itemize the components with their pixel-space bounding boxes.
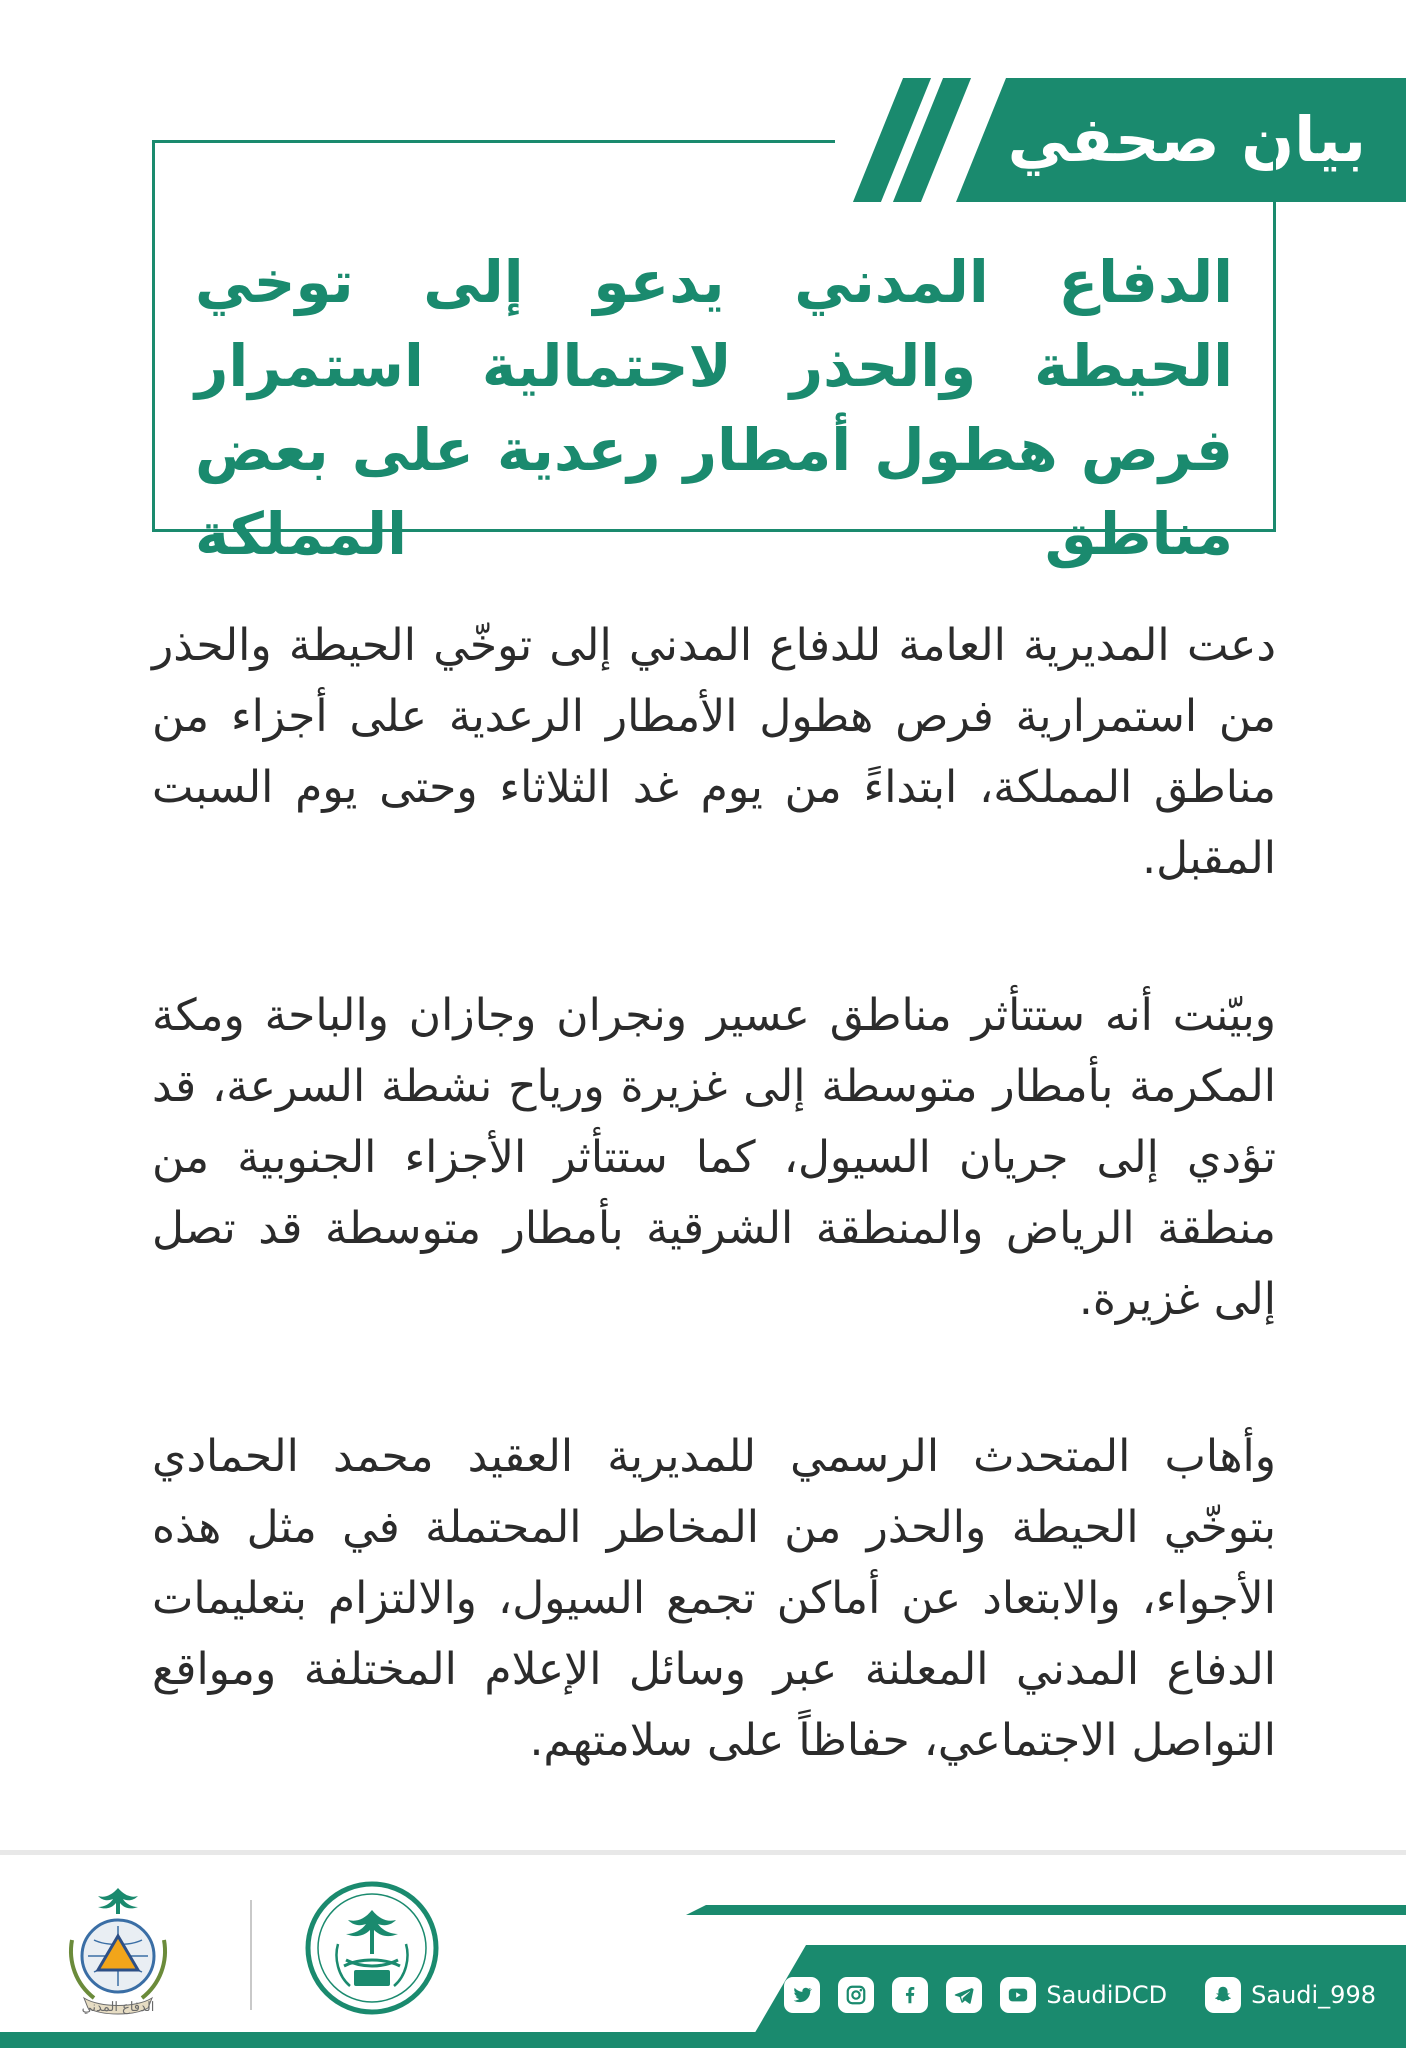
headline-box (152, 140, 1276, 568)
ribbon-bottom-stripe (0, 2032, 1406, 2048)
headline: الدفاع المدني يدعو إلى توخي الحيطة والحذر لاحتمالية استمرار فرص هطول أمطار رعدية على بعض مناطق المملكة (195, 248, 1233, 568)
snapchat-icon[interactable] (1205, 1977, 1241, 2013)
paragraph: دعت المديرية العامة للدفاع المدني إلى توخّي الحيطة والحذر من استمرارية فرص هطول الأمطار الرعدية على أجزاء من مناطق المملكة، ابتداءً من يوم غد الثلاثاء وحتى يوم السبت المقبل. (152, 620, 1276, 884)
ribbon-thin-stripe (686, 1905, 1406, 1915)
civil-defense-logo-caption: الدفاع المدني (81, 2000, 155, 2015)
instagram-icon[interactable] (838, 1977, 874, 2013)
paragraph: وأهاب المتحدث الرسمي للمديرية العقيد محمد الحمادي بتوخّي الحيطة والحذر من المخاطر المحتملة في مثل هذه الأجواء، والابتعاد عن أماكن تجمع السيول، والالتزام بتعليمات الدفاع المدني المعلنة عبر وسائل الإعلام المختلفة ومواقع التواصل الاجتماعي، حفاظاً على سلامتهم. (152, 1431, 1276, 1766)
footer-divider (0, 1850, 1406, 1855)
twitter-icon[interactable] (784, 1977, 820, 2013)
article-body (152, 610, 1276, 1862)
social-handle[interactable]: SaudiDCD (1046, 1981, 1168, 2009)
telegram-icon[interactable] (946, 1977, 982, 2013)
facebook-icon[interactable] (892, 1977, 928, 2013)
social-links (784, 1970, 1376, 2020)
youtube-icon[interactable] (1000, 1977, 1036, 2013)
headline-box-top-line (155, 140, 835, 143)
logo-divider (250, 1900, 252, 2010)
hotline-handle[interactable]: Saudi_998 (1251, 1981, 1376, 2009)
moi-emblem-logo (304, 1880, 440, 2016)
paragraph: وبيّنت أنه ستتأثر مناطق عسير ونجران وجازان والباحة ومكة المكرمة بأمطار متوسطة إلى غزيرة ورياح نشطة السرعة، قد تؤدي إلى جريان السيول، كما ستتأثر الأجزاء الجنوبية من منطقة الرياض والمنطقة الشرقية بأمطار متوسطة قد تصل إلى غزيرة. (152, 990, 1276, 1325)
banner-label: بيان صحفي (1007, 103, 1366, 176)
